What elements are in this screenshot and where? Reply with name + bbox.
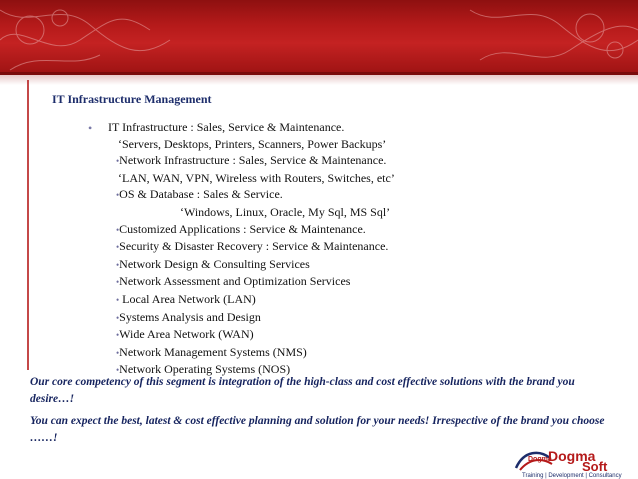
service-line-text: Customized Applications : Service & Maintenance. — [119, 221, 366, 236]
service-line-text: Network Operating Systems (NOS) — [119, 362, 291, 377]
service-line-text: Network Infrastructure : Sales, Service & Maintenance. — [119, 153, 387, 168]
service-line: ‘Windows, Linux, Oracle, My Sql, MS Sql’ — [180, 204, 391, 219]
service-line — [108, 152, 395, 170]
sub-bullet: • — [116, 294, 120, 305]
sub-bullet: • — [116, 277, 120, 288]
service-line: ‘LAN, WAN, VPN, Wireless with Routers, Switches, etc’ — [118, 170, 395, 185]
service-line-text: Network Design & Consulting Services — [119, 256, 310, 271]
logo-small-text: Dogma — [528, 456, 552, 463]
service-line — [108, 221, 395, 239]
service-line: IT Infrastructure : Sales, Service & Maintenance. — [108, 120, 345, 134]
logo-name: Dogma — [548, 448, 596, 464]
left-accent-rule — [27, 80, 29, 370]
sub-bullet: • — [116, 224, 120, 235]
main-bullet: • — [88, 121, 93, 135]
section-heading: IT Infrastructure Management — [52, 92, 212, 106]
service-line-text: Wide Area Network (WAN) — [119, 327, 254, 342]
sub-bullet: • — [116, 312, 120, 323]
header-banner — [0, 0, 638, 72]
logo-soft: Soft — [582, 459, 608, 474]
service-line — [108, 291, 395, 309]
company-logo — [514, 448, 632, 479]
sub-bullet: • — [116, 190, 120, 201]
service-line-text: Network Management Systems (NMS) — [119, 344, 307, 359]
sub-bullet: • — [116, 330, 120, 341]
core-competency-paragraph: Our core competency of this segment is integration of the high-class and cost effective solutions with the brand you desire…! — [30, 376, 575, 405]
service-line — [108, 186, 395, 204]
service-line-text: OS & Database : Sales & Service. — [119, 187, 283, 202]
service-line — [108, 344, 395, 362]
service-line — [108, 309, 395, 327]
sub-bullet: • — [116, 365, 120, 376]
service-list — [108, 119, 395, 379]
service-line — [108, 326, 395, 344]
sub-bullet: • — [116, 156, 120, 167]
sub-bullet: • — [116, 242, 120, 253]
expectation-paragraph: You can expect the best, latest & cost effective planning and solution for your needs! Irrespective of the brand you choose ……! — [30, 415, 605, 444]
service-line-text: Local Area Network (LAN) — [119, 291, 256, 306]
banner-shade — [0, 75, 638, 85]
decorative-swirl-left — [0, 0, 638, 72]
logo-tagline: Training | Development | Consultancy — [522, 473, 622, 479]
service-line-text: Systems Analysis and Design — [119, 309, 261, 324]
service-line — [108, 238, 395, 256]
sub-bullet: • — [116, 347, 120, 358]
sub-bullet: • — [116, 259, 120, 270]
service-line-text: Security & Disaster Recovery : Service & Maintenance. — [119, 239, 389, 254]
service-line — [108, 273, 395, 291]
service-line — [108, 256, 395, 274]
service-line: ‘Servers, Desktops, Printers, Scanners, Power Backups’ — [118, 136, 387, 151]
service-line-text: Network Assessment and Optimization Services — [119, 274, 351, 289]
